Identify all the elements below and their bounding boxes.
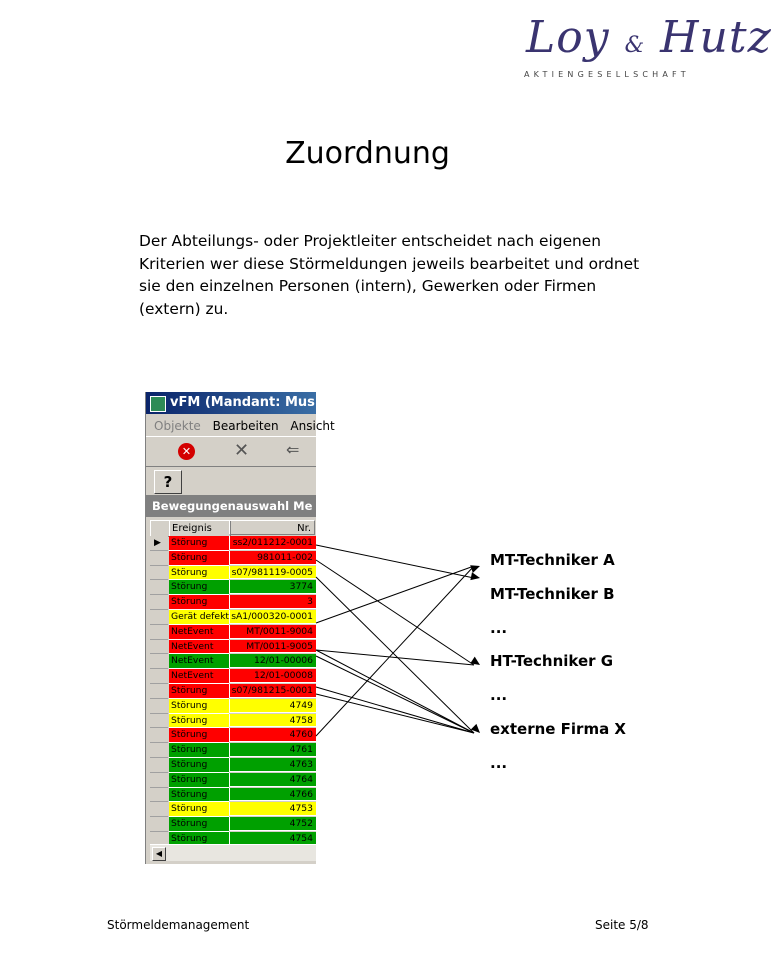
cell-ereignis[interactable]: NetEvent [169, 669, 229, 684]
row-selector[interactable] [150, 773, 168, 788]
dialog-title: Bewegungenauswahl Me [146, 495, 316, 517]
target-ellipsis-2: ... [490, 686, 508, 704]
cell-nr[interactable]: 4763 [229, 758, 316, 772]
row-selector[interactable] [150, 595, 168, 610]
cell-ereignis[interactable]: NetEvent [169, 640, 229, 655]
cell-nr[interactable]: 981011-002 [229, 551, 316, 565]
row-selector[interactable] [150, 580, 168, 595]
cell-ereignis[interactable]: Gerät defekt [169, 610, 229, 625]
target-externe-firma-x: externe Firma X [490, 720, 626, 738]
cell-nr[interactable]: MT/0011-9005 [229, 640, 316, 654]
menu-bar [146, 416, 335, 437]
row-selector[interactable] [150, 684, 168, 699]
cell-nr[interactable]: 12/01-00008 [229, 669, 316, 683]
table-row[interactable] [150, 714, 316, 729]
target-mt-techniker-b: MT-Techniker B [490, 585, 615, 603]
horizontal-scrollbar[interactable] [150, 844, 316, 861]
cell-nr[interactable]: ss2/011212-0001 [229, 536, 316, 550]
cell-ereignis[interactable]: NetEvent [169, 625, 229, 640]
assignment-line [316, 560, 474, 665]
row-selector[interactable] [150, 743, 168, 758]
row-selector[interactable] [150, 714, 168, 729]
row-selector[interactable] [150, 640, 168, 655]
cell-nr[interactable]: 3 [229, 595, 316, 609]
table-row[interactable] [150, 773, 316, 788]
cell-ereignis[interactable]: Störung [169, 536, 229, 551]
arrowhead-icon [470, 565, 480, 573]
app-screenshot [145, 392, 335, 864]
assignment-line [316, 577, 474, 733]
table-row[interactable] [150, 654, 316, 669]
grid-header [146, 520, 316, 536]
logo-wordmark [526, 12, 772, 63]
assignment-line [316, 694, 474, 733]
footer-page-number: Seite 5/8 [595, 918, 649, 932]
column-header-ereignis[interactable]: Ereignis [169, 520, 231, 537]
row-selector[interactable] [150, 610, 168, 625]
cell-ereignis[interactable]: Störung [169, 758, 229, 773]
row-selector[interactable] [150, 654, 168, 669]
logo-word-right: Hutz [660, 12, 772, 63]
cell-ereignis[interactable]: NetEvent [169, 654, 229, 669]
window-title: vFM (Mandant: Mus [170, 395, 315, 410]
row-selector[interactable] [150, 699, 168, 714]
cell-nr[interactable]: 4752 [229, 817, 316, 831]
logo-word-left: Loy [526, 12, 610, 63]
table-row[interactable] [150, 625, 316, 640]
cell-nr[interactable]: 4753 [229, 802, 316, 816]
app-icon [150, 396, 166, 412]
column-header-nr[interactable]: Nr. [229, 520, 315, 535]
scroll-left-icon[interactable]: ◀ [152, 847, 166, 861]
table-row[interactable] [150, 566, 316, 581]
table-row[interactable] [150, 669, 316, 684]
row-selector[interactable] [150, 536, 168, 551]
arrowhead-icon [470, 657, 480, 665]
description-paragraph: Der Abteilungs- oder Projektleiter entscheidet nach eigenen Kriterien wer diese Störmeldungen jeweils bearbeitet und ordnet sie den einzelnen Personen (intern), Gewerken oder Firmen (extern) zu. [139, 232, 640, 318]
cell-ereignis[interactable]: Störung [169, 743, 229, 758]
assignment-line [316, 687, 474, 733]
page-title: Zuordnung [285, 136, 450, 171]
assignment-line [316, 656, 474, 733]
table-row[interactable] [150, 536, 316, 551]
assignment-line [316, 650, 474, 733]
target-ellipsis-3: ... [490, 754, 508, 772]
assignment-line [316, 566, 474, 623]
table-row[interactable] [150, 817, 316, 832]
arrowhead-icon [470, 572, 480, 580]
row-selector[interactable] [150, 669, 168, 684]
footer-document-title: Störmeldemanagement [107, 918, 250, 932]
row-selector[interactable] [150, 788, 168, 803]
logo-ampersand: & [624, 33, 646, 58]
cell-nr[interactable]: 4760 [229, 728, 316, 742]
table-row[interactable] [150, 595, 316, 610]
cell-nr[interactable]: 4766 [229, 788, 316, 802]
company-logo [520, 12, 772, 82]
cell-ereignis[interactable]: Störung [169, 580, 229, 595]
cell-nr[interactable]: 3774 [229, 580, 316, 594]
row-selector[interactable] [150, 758, 168, 773]
cancel-icon[interactable]: ✕ [234, 440, 250, 461]
table-row[interactable] [150, 640, 316, 655]
menu-item-bearbeiten[interactable]: Bearbeiten [212, 419, 279, 433]
cell-ereignis[interactable]: Störung [169, 714, 229, 729]
cell-nr[interactable]: 4749 [229, 699, 316, 713]
row-selector[interactable] [150, 802, 168, 817]
cell-nr[interactable]: 4754 [229, 832, 316, 846]
cell-nr[interactable]: 12/01-00006 [229, 654, 316, 668]
row-selector-header [150, 520, 170, 537]
cell-ereignis[interactable]: Störung [169, 699, 229, 714]
table-row[interactable] [150, 610, 316, 625]
table-row[interactable] [150, 551, 316, 566]
help-toolbar [146, 468, 316, 494]
cell-nr[interactable]: s07/981119-0005 [229, 566, 316, 580]
current-row-icon: ▶ [154, 538, 161, 548]
target-ht-techniker-g: HT-Techniker G [490, 652, 614, 670]
cell-ereignis[interactable]: Störung [169, 773, 229, 788]
help-button[interactable]: ? [154, 470, 182, 494]
table-row[interactable] [150, 580, 316, 595]
assignment-line [316, 650, 474, 665]
cell-ereignis[interactable]: Störung [169, 802, 229, 817]
toolbar [146, 438, 316, 467]
cell-ereignis[interactable]: Störung [169, 551, 229, 566]
cell-ereignis[interactable]: Störung [169, 728, 229, 743]
cell-ereignis[interactable]: Störung [169, 566, 229, 581]
table-row[interactable] [150, 802, 316, 817]
menu-item-objekte[interactable]: Objekte [154, 419, 201, 433]
arrowhead-icon [471, 724, 480, 733]
logo-subtitle: AKTIENGESELLSCHAFT [524, 70, 690, 79]
table-row[interactable] [150, 728, 316, 743]
row-selector[interactable] [150, 625, 168, 640]
assignment-line [316, 545, 474, 578]
cell-nr[interactable]: sA1/000320-0001 [229, 610, 316, 624]
cell-nr[interactable]: MT/0011-9004 [229, 625, 316, 639]
cell-ereignis[interactable]: Störung [169, 817, 229, 832]
cell-nr[interactable]: 4758 [229, 714, 316, 728]
cell-ereignis[interactable]: Störung [169, 595, 229, 610]
cell-nr[interactable]: 4761 [229, 743, 316, 757]
table-row[interactable] [150, 758, 316, 773]
table-row[interactable] [150, 684, 316, 699]
row-selector[interactable] [150, 551, 168, 566]
arrow-left-icon[interactable]: ⇐ [286, 440, 300, 459]
row-selector[interactable] [150, 817, 168, 832]
cell-nr[interactable]: s07/981215-0001 [229, 684, 316, 698]
table-row[interactable] [150, 743, 316, 758]
target-ellipsis-1: ... [490, 619, 508, 637]
assignment-line [316, 566, 474, 736]
event-grid [150, 536, 316, 847]
menu-item-ansicht[interactable]: Ansicht [290, 419, 335, 433]
row-selector[interactable] [150, 566, 168, 581]
close-button[interactable]: ✕ [178, 443, 195, 460]
cell-ereignis[interactable]: Störung [169, 788, 229, 803]
target-mt-techniker-a: MT-Techniker A [490, 551, 615, 569]
cell-nr[interactable]: 4764 [229, 773, 316, 787]
cell-ereignis[interactable]: Störung [169, 684, 229, 699]
table-row[interactable] [150, 699, 316, 714]
row-selector[interactable] [150, 728, 168, 743]
table-row[interactable] [150, 788, 316, 803]
cell-ereignis[interactable]: Störung [169, 832, 229, 847]
window-titlebar [146, 392, 316, 414]
